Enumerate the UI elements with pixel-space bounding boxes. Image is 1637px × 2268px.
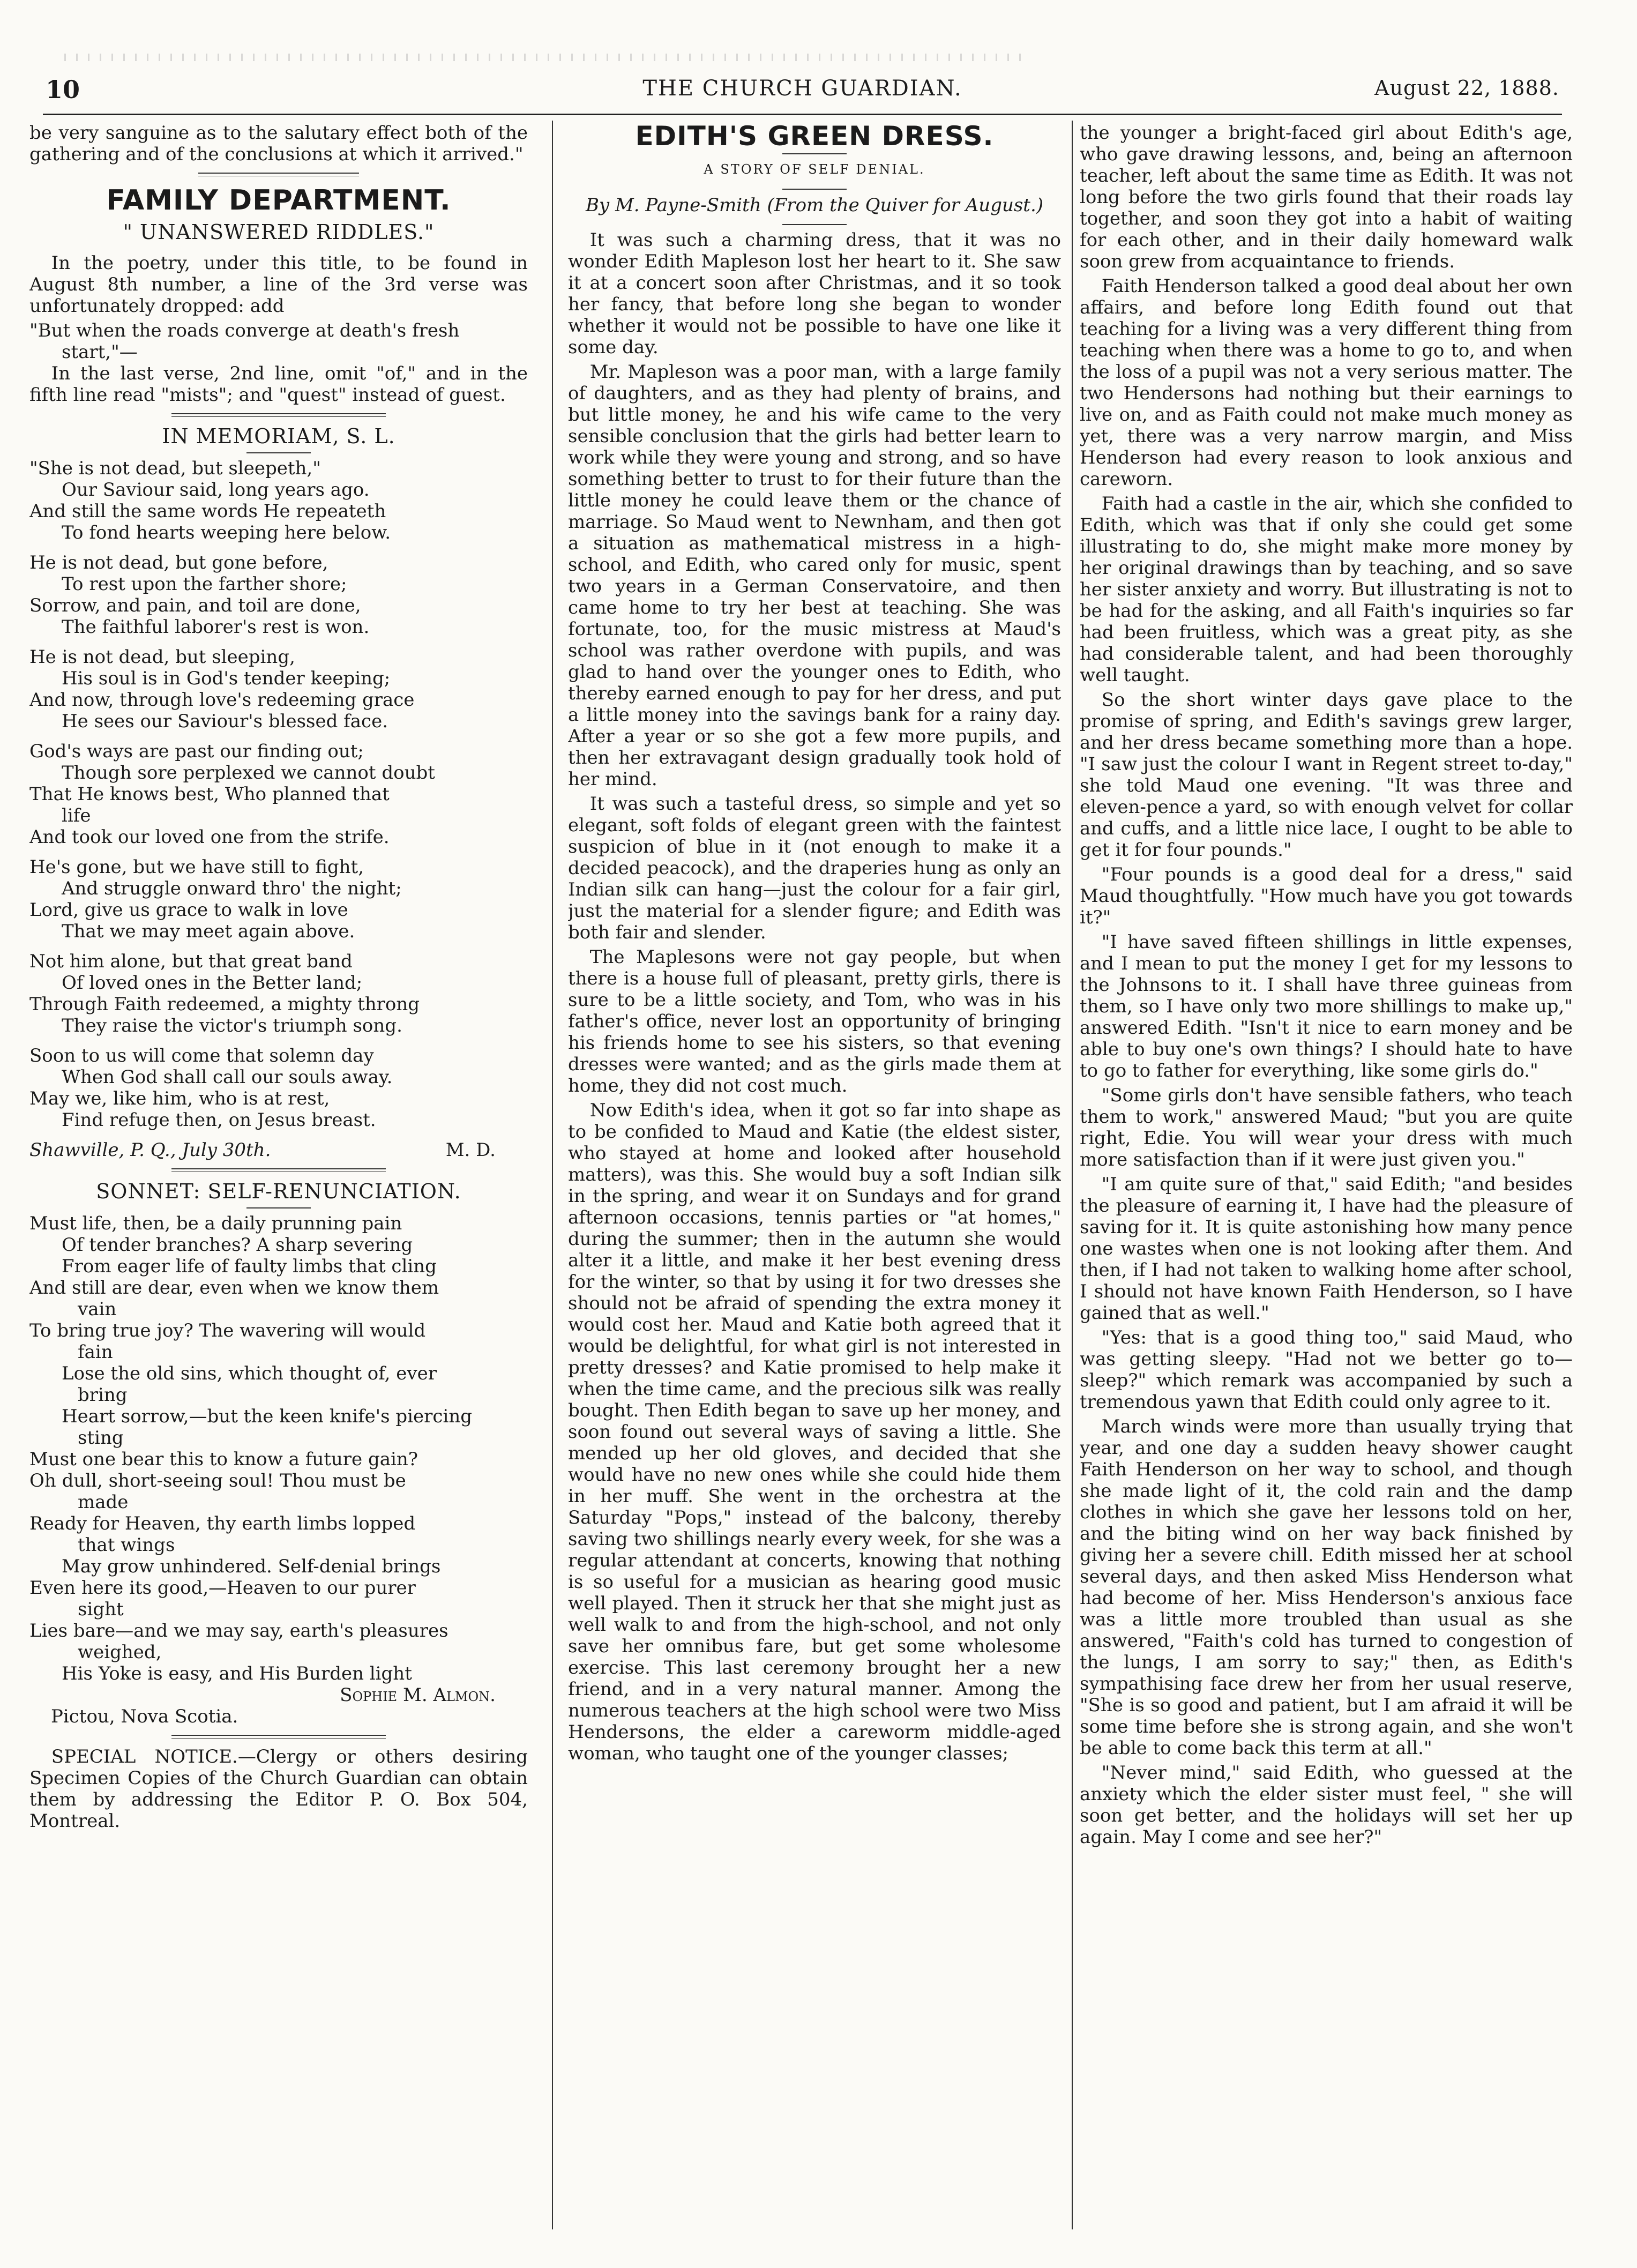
poem-line: life: [62, 805, 91, 826]
intro-paragraph: be very sanguine as to the salutary effect both of the gathering and of the conclusions at which it arrived.": [29, 122, 528, 165]
memoriam-signature: [29, 1139, 528, 1161]
sonnet-place: Pictou, Nova Scotia.: [51, 1706, 238, 1727]
poem-stanza: [29, 458, 528, 543]
story-paragraph: Faith had a castle in the air, which she confided to Edith, which was that if only she could get some illustrating to do, she might make more money by her original drawings than by teaching, and so save her sister anxiety and worry. But illustrating is not to be had for the asking, and all Faith's inquiries so far had been fruitless, which was a great pity, as she had considerable talent, and had been thoroughly well taught.: [1080, 493, 1573, 686]
column-rule-2: [1072, 121, 1073, 2229]
memoriam-place: Shawville, P. Q., July 30th.: [29, 1139, 271, 1161]
story-paragraph: March winds were more than usually trying that year, and one day a sudden heavy shower caught Faith Henderson on her way to school, and though she made light of it, the cold rain and the damp clothes in which she gave her lessons told on her, and the biting wind on her way back finished by giving her a severe chill. Edith missed her at school several days, and then asked Miss Henderson what had become of her. Miss Henderson's anxious face was a little more troubled than usual as she answered, "Faith's cold has turned to congestion of the lungs, I am sorry to say;" then, as Edith's sympathising face drew her from her usual reserve, "She is so good and patient, but I am afraid it will be some time before she is strong again, and she won't be able to come back this term at all.": [1080, 1416, 1573, 1759]
story-text-col3: [1080, 122, 1573, 1848]
poem-line: made: [78, 1491, 129, 1513]
column-2: [568, 122, 1061, 2228]
poem-line: And struggle onward thro' the night;: [62, 878, 402, 899]
poem-line: Of tender branches? A sharp severing: [62, 1234, 413, 1256]
column-3: [1080, 122, 1573, 2228]
poem-line: He sees our Saviour's blessed face.: [62, 711, 388, 732]
divider: [246, 1207, 311, 1208]
poem-line: To rest upon the farther shore;: [62, 573, 347, 595]
poem-line: Find refuge then, on Jesus breast.: [62, 1109, 376, 1131]
poem-line: And still the same words He repeateth: [29, 501, 386, 522]
riddles-paragraph-2: In the last verse, 2nd line, omit "of," and in the fifth line read "mists"; and "quest" instead of guest.: [29, 363, 528, 406]
riddles-quote-line: start,"—: [62, 341, 138, 363]
poem-line: The faithful laborer's rest is won.: [62, 616, 370, 638]
story-paragraph: "Yes: that is a good thing too," said Maud, who was getting sleepy. "Had not we better go to—sleep?" which remark was accompanied by such a tremendous yawn that Edith could only agree to it.: [1080, 1327, 1573, 1413]
poem-line: To fond hearts weeping here below.: [62, 522, 391, 543]
poem-line: Lies bare—and we may say, earth's pleasures: [29, 1620, 449, 1642]
poem-line: Our Saviour said, long years ago.: [62, 479, 370, 501]
poem-line: Lord, give us grace to walk in love: [29, 899, 348, 921]
poem-line: To bring true joy? The wavering will would: [29, 1320, 426, 1341]
poem-line: His soul is in God's tender keeping;: [62, 668, 391, 689]
story-title: EDITH'S GREEN DRESS.: [635, 122, 994, 152]
sonnet-author: Sophie M. Almon.: [340, 1684, 496, 1706]
poem-line: Though sore perplexed we cannot doubt: [62, 762, 435, 784]
poem-stanza: [29, 741, 528, 848]
divider: [782, 153, 847, 154]
story-paragraph: "I have saved fifteen shillings in little expenses, and I mean to put the money I get for my lessons to the Johnsons to it. I shall have three guineas from them, so I have only two more shillings to make up," answered Edith. "Isn't it nice to earn money and be able to buy one's own things? I should hate to have to go to father for everything, like some girls do.": [1080, 931, 1573, 1081]
poem-line: He's gone, but we have still to fight,: [29, 856, 364, 878]
print-noise: [64, 54, 1029, 61]
poem-line: weighed,: [78, 1642, 162, 1663]
poem-stanza: [29, 646, 528, 732]
poem-line: May we, like him, who is at rest,: [29, 1088, 330, 1109]
story-paragraph: It was such a charming dress, that it was no wonder Edith Mapleson lost her heart to it. She saw it at a concert soon after Christmas, and it so took her fancy, that before long she began to wonder whether it would not be possible to have one like it some day.: [568, 229, 1061, 358]
page-header: [46, 75, 1559, 107]
poem-stanza: [29, 951, 528, 1036]
poem-line: "She is not dead, but sleepeth,": [29, 458, 321, 479]
divider: [782, 189, 847, 190]
story-paragraph: Faith Henderson talked a good deal about her own affairs, and before long Edith found out that teaching for a living was a very different thing from teaching when there was a home to go to, and when the loss of a pupil was not a very serious matter. The two Hendersons had nothing but their earnings to live on, and as Faith could not make much money as yet, there was a very narrow margin, and Miss Henderson had every reason to look anxious and careworn.: [1080, 275, 1573, 490]
poem-line: fain: [78, 1341, 113, 1363]
poem-stanza: [29, 856, 528, 942]
divider: [246, 452, 311, 453]
story-paragraph: The Maplesons were not gay people, but when there is a house full of pleasant, pretty girls, there is sure to be a little society, and Tom, who was in his father's office, never lost an opportunity of bringing his friends home to see his sisters, so that evening dresses were wanted; and as the girls made them at home, they did not cost much.: [568, 946, 1061, 1096]
poem-line: Sorrow, and pain, and toil are done,: [29, 595, 361, 616]
poem-line: When God shall call our souls away.: [62, 1066, 393, 1088]
story-paragraph: Mr. Mapleson was a poor man, with a large family of daughters, and as they had plenty of brains, and but little money, he and his wife came to the very sensible conclusion that the girls had better learn to work while they were young and strong, and so have something better to trust to for their future than the little money he could leave them or the chance of marriage. So Maud went to Newnham, and then got a situation as mathematical mistress in a high-school, and Edith, who cared only for music, spent two years in a German Conservatoire, and then came home to try her best at teaching. She was fortunate, too, for the music mistress at Maud's school was rather overdone with pupils, and was glad to hand over the younger ones to Edith, who thereby earned enough to pay for her dress, and put a little money into the savings bank for a rainy day. After a year or so she got a few more pupils, and then her extravagant design gradually took hold of her mind.: [568, 361, 1061, 790]
story-paragraph: "I am quite sure of that," said Edith; "and besides the pleasure of earning it, I have had the pleasure of saving for it. It is quite astonishing how many pence one wastes when one is not looking after them. And then, if I had not taken to walking home after school, I should not have known Faith Henderson, so I have gained that as well.": [1080, 1174, 1573, 1324]
poem-line: Soon to us will come that solemn day: [29, 1045, 374, 1066]
poem-line: And took our loved one from the strife.: [29, 826, 390, 848]
poem-line: Ready for Heaven, thy earth limbs lopped: [29, 1513, 416, 1534]
poem-line: His Yoke is easy, and His Burden light: [62, 1663, 412, 1684]
story-text-col2: [568, 229, 1061, 1764]
poem-stanza: [29, 552, 528, 638]
family-department-title: FAMILY DEPARTMENT.: [106, 184, 451, 217]
divider: [171, 1168, 386, 1172]
poem-line: He is not dead, but sleeping,: [29, 646, 295, 668]
poem-line: May grow unhindered. Self-denial brings: [62, 1556, 441, 1577]
riddles-quote-line: "But when the roads converge at death's fresh: [29, 320, 460, 341]
column-1: [29, 122, 528, 2228]
divider: [782, 224, 847, 225]
poem-line: Oh dull, short-seeing soul! Thou must be: [29, 1470, 406, 1491]
story-paragraph: "Some girls don't have sensible fathers, who teach them to work," answered Maud; "but you are quite right, Edie. You will wear your dress with much more satisfaction than if it were just given you.": [1080, 1085, 1573, 1170]
sonnet-title: SONNET: SELF-RENUNCIATION.: [96, 1180, 461, 1203]
divider: [198, 173, 359, 176]
story-paragraph: "Four pounds is a good deal for a dress," said Maud thoughtfully. "How much have you got towards it?": [1080, 864, 1573, 928]
story-byline: By M. Payne-Smith (From the Quiver for August.): [585, 195, 1044, 216]
story-paragraph: Now Edith's idea, when it got so far into shape as to be confided to Maud and Katie (the eldest sister, who stayed at home and looked after household matters), was this. She would buy a soft Indian silk in the spring, and wear it on Sundays and for grand afternoon occasions, tennis parties or "at homes," during the summer; then in the autumn she would alter it a little, and make it her best evening dress for the winter, so that by using it for two dresses she should not be afraid of spending the extra money it would cost her. Maud and Katie both agreed that it would be delightful, for what girl is not interested in pretty dresses? and Katie promised to help make it when the time came, and the precious silk was really bought. Then Edith began to save up her money, and soon found out several ways of saving a little. She mended up her old gloves, and decided that she would have no new ones while she could hide them in her muff. She went in the orchestra at the Saturday "Pops," instead of the balcony, thereby saving two shillings nearly every week, for she was a regular attendant at concerts, knowing that nothing is so useful for a musician as hearing good music well played. Then it struck her that she might just as well walk to and from the high-school, and not only save her omnibus fare, but get some wholesome exercise. This last ceremony brought her a new friend, and in a very natural manner. Among the numerous teachers at the high school were two Miss Hendersons, the elder a careworm middle-aged woman, who taught one of the younger classes;: [568, 1100, 1061, 1764]
poem-line: sight: [78, 1599, 124, 1620]
riddles-title: " UNANSWERED RIDDLES.": [123, 220, 435, 244]
poem-line: Through Faith redeemed, a mighty throng: [29, 994, 420, 1015]
issue-date: August 22, 1888.: [1374, 76, 1559, 100]
poem-line: God's ways are past our finding out;: [29, 741, 364, 762]
poem-line: And now, through love's redeeming grace: [29, 689, 415, 711]
memoriam-title: IN MEMORIAM, S. L.: [162, 424, 395, 448]
poem-line: Not him alone, but that great band: [29, 951, 353, 972]
poem-line: He is not dead, but gone before,: [29, 552, 328, 573]
poem-line: Must life, then, be a daily prunning pain: [29, 1213, 402, 1234]
poem-line: And still are dear, even when we know them: [29, 1277, 439, 1299]
divider: [171, 1735, 386, 1739]
story-paragraph: "Never mind," said Edith, who guessed at the anxiety which the elder sister must feel, " she will soon get better, and the holidays will set her up again. May I come and see her?": [1080, 1762, 1573, 1848]
poem-line: bring: [78, 1384, 128, 1406]
header-rule: [43, 114, 1562, 115]
special-notice: SPECIAL NOTICE.—Clergy or others desiring Specimen Copies of the Church Guardian can obtain them by addressing the Editor P. O. Box 504, Montreal.: [29, 1746, 528, 1832]
poem-line: From eager life of faulty limbs that cling: [62, 1256, 437, 1277]
poem-line: Of loved ones in the Better land;: [62, 972, 363, 994]
memoriam-poem: [29, 458, 528, 1131]
divider: [171, 413, 386, 417]
riddles-paragraph-1: In the poetry, under this title, to be found in August 8th number, a line of the 3rd verse was unfortunately dropped: add: [29, 252, 528, 317]
poem-line: Heart sorrow,—but the keen knife's piercing: [62, 1406, 472, 1427]
poem-line: That we may meet again above.: [62, 921, 355, 942]
poem-stanza: [29, 1045, 528, 1131]
poem-line: They raise the victor's triumph song.: [62, 1015, 402, 1036]
poem-line: Must one bear this to know a future gain?: [29, 1449, 418, 1470]
story-paragraph: So the short winter days gave place to the promise of spring, and Edith's savings grew larger, and her dress became something more than a hope. "I saw just the colour I want in Regent street to-day," she told Maud one evening. "It was three and eleven-pence a yard, so with enough velvet for collar and cuffs, and a little nice lace, I ought to be able to get it for four pounds.": [1080, 689, 1573, 861]
poem-line: Even here its good,—Heaven to our purer: [29, 1577, 416, 1599]
poem-line: that wings: [78, 1534, 175, 1556]
page-number: 10: [46, 75, 80, 104]
story-paragraph: It was such a tasteful dress, so simple and yet so elegant, soft folds of elegant green with the faintest suspicion of blue in it (not enough to make it a decided peacock), and the draperies hung as only an Indian silk can hang—just the colour for a fair girl, just the material for a slender figure; and Edith was both fair and slender.: [568, 793, 1061, 943]
memoriam-initials: M. D.: [445, 1139, 496, 1161]
column-rule-1: [552, 121, 553, 2229]
poem-line: That He knows best, Who planned that: [29, 784, 390, 805]
poem-line: vain: [78, 1299, 117, 1320]
poem-line: Lose the old sins, which thought of, ever: [62, 1363, 437, 1384]
masthead: THE CHURCH GUARDIAN.: [642, 76, 962, 101]
poem-line: sting: [78, 1427, 124, 1449]
story-subtitle: A STORY OF SELF DENIAL.: [704, 162, 925, 177]
story-paragraph: the younger a bright-faced girl about Edith's age, who gave drawing lessons, and, being an afternoon teacher, left about the same time as Edith. It was not long before the two girls found that their roads lay together, and soon they got into a habit of waiting for each other, and in their daily homeward walk soon grew from acquaintance to friends.: [1080, 122, 1573, 272]
sonnet-poem: [29, 1213, 528, 1684]
